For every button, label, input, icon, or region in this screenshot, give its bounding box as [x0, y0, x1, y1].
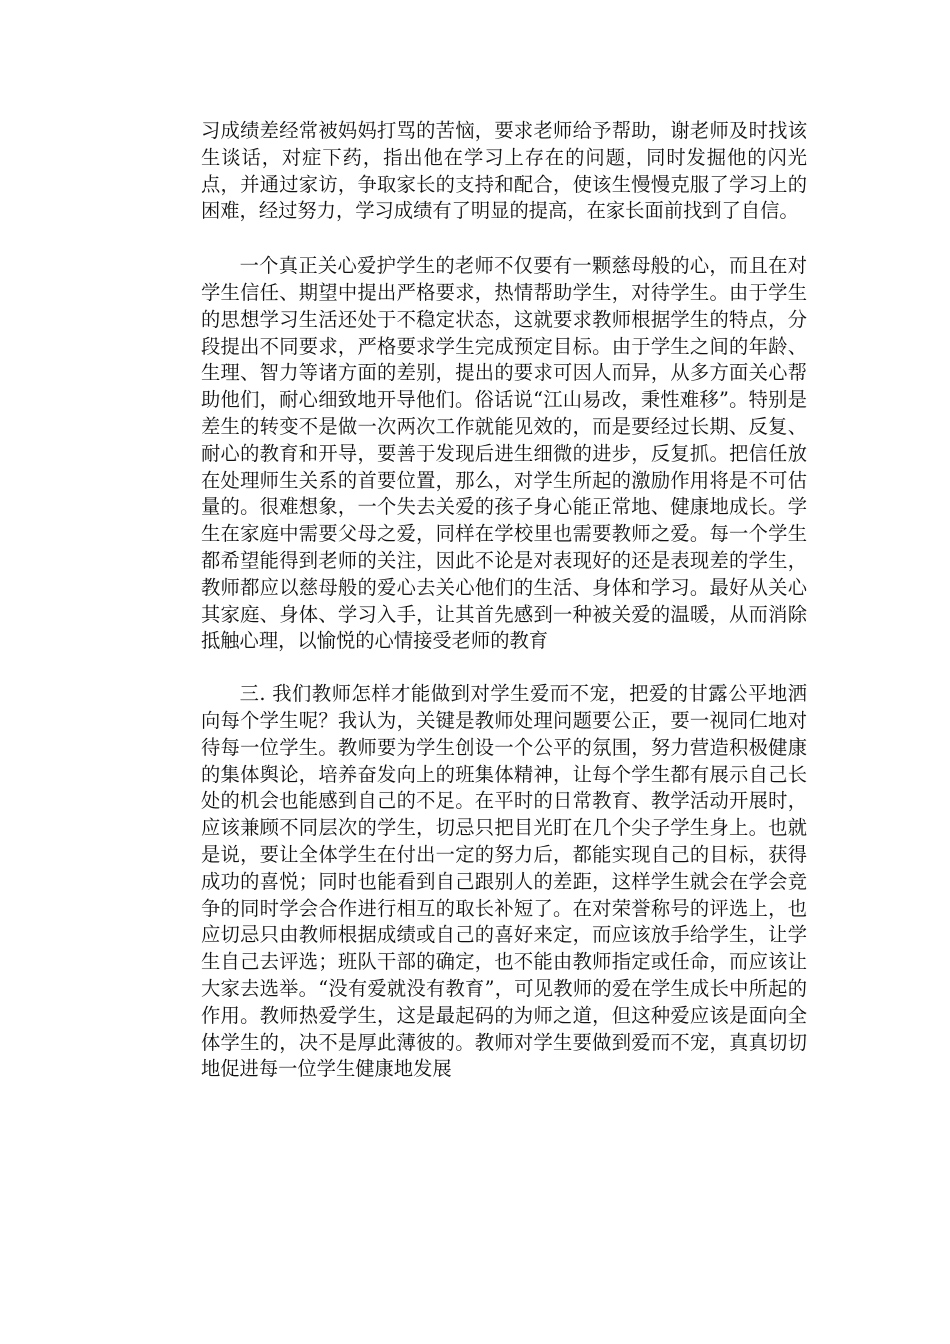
document-body	[201, 118, 807, 1083]
paragraph-spacer	[201, 655, 807, 681]
paragraph-spacer	[201, 225, 807, 253]
paragraph-section-three: 三. 我们教师怎样才能做到对学生爱而不宠，把爱的甘露公平地洒向每个学生呢？我认为，关键是教师处理问题要公正，要一视同仁地对待每一位学生。教师要为学生创设一个公平的氛围，努力营造积极健康的集体舆论，培养奋发向上的班集体精神，让每个学生都有展示自己长处的机会也能感到自己的不足。在平时的日常教育、教学活动开展时，应该兼顾不同层次的学生，切忌只把目光盯在几个尖子学生身上。也就是说，要让全体学生在付出一定的努力后，都能实现自己的目标，获得成功的喜悦；同时也能看到自己跟别人的差距，这样学生就会在学会竞争的同时学会合作进行相互的取长补短了。在对荣誉称号的评选上，也应切忌只由教师根据成绩或自己的喜好来定，而应该放手给学生，让学生自己去评选；班队干部的确定，也不能由教师指定或任命，而应该让大家去选举。“没有爱就没有教育”，可见教师的爱在学生成长中所起的作用。教师热爱学生，这是最起码的为师之道，但这种爱应该是面向全体学生的，决不是厚此薄彼的。教师对学生要做到爱而不宠，真真切切地促进每一位学生健康地发展	[201, 682, 807, 1081]
paragraph-continuation: 习成绩差经常被妈妈打骂的苦恼，要求老师给予帮助，谢老师及时找该生谈话，对症下药，指出他在学习上存在的问题，同时发掘他的闪光点，并通过家访，争取家长的支持和配合，使该生慢慢克服了学习上的困难，经过努力，学习成绩有了明显的提高，在家长面前找到了自信。	[201, 119, 807, 223]
paragraph-caring-teacher: 一个真正关心爱护学生的老师不仅要有一颗慈母般的心，而且在对学生信任、期望中提出严格要求，热情帮助学生，对待学生。由于学生的思想学习生活还处于不稳定状态，这就要求教师根据学生的特点，分段提出不同要求，严格要求学生完成预定目标。由于学生之间的年龄、生理、智力等诸方面的差别，提出的要求可因人而异，从多方面关心帮助他们，耐心细致地开导他们。俗话说“江山易改，秉性难移”。特别是差生的转变不是做一次两次工作就能见效的，而是要经过长期、反复、耐心的教育和开导，要善于发现后进生细微的进步，反复抓。把信任放在处理师生关系的首要位置，那么，对学生所起的激励作用将是不可估量的。很难想象，一个失去关爱的孩子身心能正常地、健康地成长。学生在家庭中需要父母之爱，同样在学校里也需要教师之爱。每一个学生都希望能得到老师的关注，因此不论是对表现好的还是表现差的学生，教师都应以慈母般的爱心去关心他们的生活、身体和学习。最好从关心其家庭、身体、学习入手，让其首先感到一种被关爱的温暖，从而消除抵触心理，以愉悦的心情接受老师的教育	[201, 254, 807, 653]
